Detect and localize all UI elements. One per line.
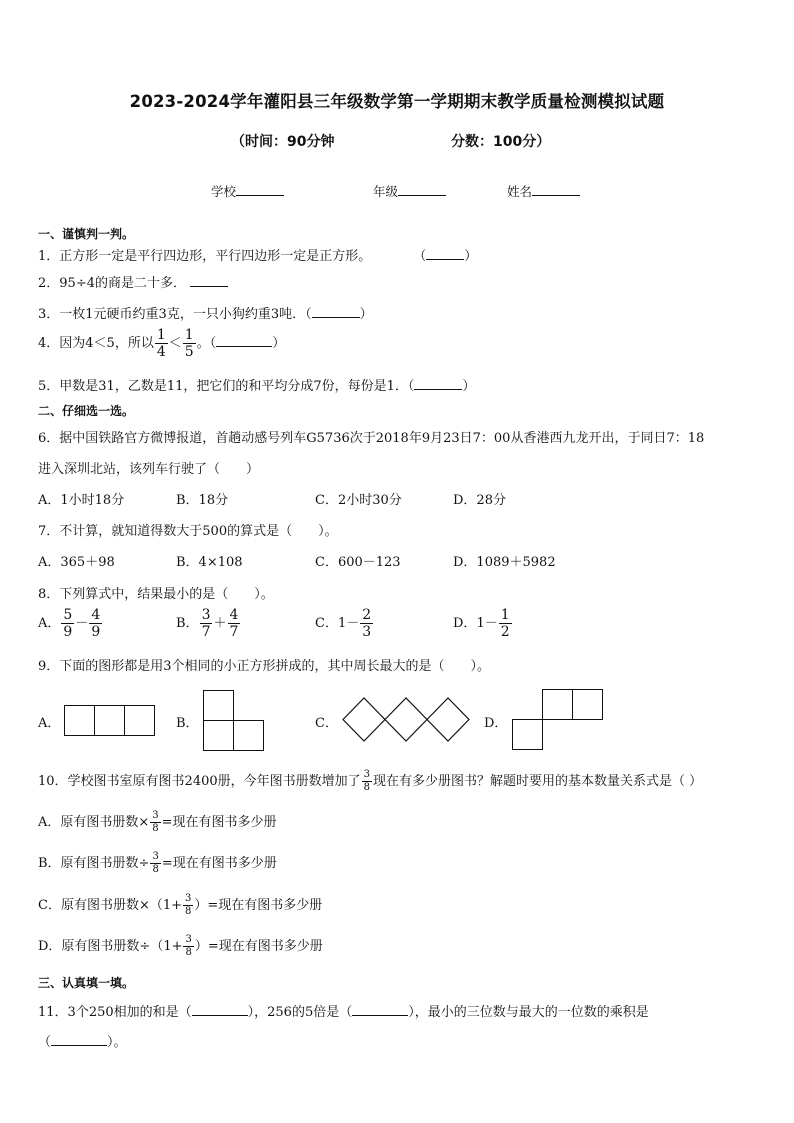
name-blank[interactable] [532,183,580,196]
question-11-line-1 [38,1001,649,1020]
school-field[interactable] [211,182,284,200]
grade-field[interactable] [373,182,446,200]
question-6-option-b[interactable]: B．18分 [176,493,229,508]
expression-prefix: 1－ [476,616,498,631]
question-4-text: 4．因为4＜5，所以 [38,336,154,351]
three-squares-row-figure[interactable] [64,705,156,737]
question-9-option-d-label[interactable]: D． [484,716,508,731]
question-9-option-b-label[interactable]: B． [176,716,199,731]
fraction: $\frac{3}{7}$ [201,607,211,640]
question-6-option-c[interactable]: C．2小时30分 [315,493,402,508]
question-11-text: ），最小的三位数与最大的一位数的乘积是 [408,1005,649,1020]
l-shape-figure[interactable] [203,690,265,752]
fraction: $\frac{4}{7}$ [229,607,239,640]
operator: ＋ [213,616,227,631]
question-10-option-b[interactable] [38,852,277,875]
question-5-answer-blank[interactable] [414,378,462,390]
grade-blank[interactable] [398,183,446,196]
question-10-text-end: 现在有多少册图书？解题时要用的基本数量关系式是（ ） [373,774,703,789]
question-11-text: 11．3个250相加的和是（ [38,1005,192,1020]
fraction: $\frac{3}{8}$ [363,769,371,793]
question-10-option-d[interactable] [38,935,323,958]
option-label: C． [315,616,338,631]
question-1-paren-open: （ [413,249,427,264]
exam-time: （时间：90分钟 [231,134,335,150]
name-label: 姓名 [507,184,533,199]
option-label: B． [176,616,199,631]
question-1-text: 1．正方形一定是平行四边形，平行四边形一定是正方形。 [38,249,372,264]
question-11-line-2 [38,1031,127,1050]
question-7-option-d[interactable]: D．1089＋5982 [453,555,556,570]
option-label: A． [38,616,61,631]
option-text-end: =现在有图书多少册 [161,856,277,871]
question-1-answer-blank[interactable] [426,248,464,260]
question-11-text: ），256的5倍是（ [247,1005,353,1020]
question-11-paren-close: ）。 [107,1035,127,1050]
school-blank[interactable] [236,183,284,196]
question-9-option-c-label[interactable]: C． [315,716,338,731]
staircase-figure[interactable] [512,689,604,751]
question-4-paren-open: 。（ [196,336,217,351]
question-10-option-c[interactable] [38,894,322,917]
fraction: $\frac{3}{8}$ [152,810,159,834]
option-text: A．原有图书册数× [38,815,150,830]
question-9: 9．下面的图形都是用3个相同的小正方形拼成的，其中周长最大的是（ ）。 [38,659,491,674]
question-7: 7．不计算，就知道得数大于500的算式是（ ）。 [38,524,338,539]
question-6-line-2: 进入深圳北站，该列车行驶了（ ） [38,462,260,477]
fraction: $\frac{1}{5}$ [184,327,194,360]
question-5-paren-close: ） [462,379,476,394]
question-4 [38,328,285,359]
question-11-blank-1[interactable] [192,1004,248,1016]
page-title: 2023-2024学年灌阳县三年级数学第一学期期末教学质量检测模拟试题 [129,92,665,111]
option-text: D．原有图书册数÷（1+ [38,939,183,954]
question-3-answer-blank[interactable] [312,306,360,318]
question-4-answer-blank[interactable] [216,335,272,347]
question-11-paren-open: （ [38,1035,52,1050]
fraction: $\frac{3}{8}$ [152,851,159,875]
question-7-option-a[interactable]: A．365＋98 [38,555,115,570]
question-2 [38,272,228,291]
school-label: 学校 [211,184,237,199]
name-field[interactable] [507,182,580,200]
grade-label: 年级 [373,184,399,199]
question-3 [38,303,373,322]
question-5-text: 5．甲数是31，乙数是11，把它们的和平均分成7份，每份是1．（ [38,379,415,394]
question-4-paren-close: ） [272,336,286,351]
less-than-sign: ＜ [168,336,182,351]
option-text-end: =现在有图书多少册 [161,815,277,830]
diamond-chain-figure[interactable] [342,697,474,743]
section-3-heading: 三、认真填一填。 [38,976,135,990]
question-6-line-1: 6．据中国铁路官方微博报道，首趟动感号列车G5736次于2018年9月23日7：00从香港西九龙开出，于同日7：18 [38,431,705,446]
question-7-option-b[interactable]: B．4×108 [176,555,243,570]
question-6-option-a[interactable]: A．1小时18分 [38,493,125,508]
option-label: D． [453,616,477,631]
question-1 [38,245,477,264]
question-7-option-c[interactable]: C．600－123 [315,555,401,570]
question-1-paren-close: ） [464,249,478,264]
option-text-end: ）=现在有图书多少册 [194,898,323,913]
question-10-option-a[interactable] [38,811,277,834]
section-1-heading: 一、谨慎判一判。 [38,227,135,241]
question-6-option-d[interactable]: D．28分 [453,493,506,508]
fraction: $\frac{2}{3}$ [362,607,372,640]
question-2-answer-blank[interactable] [190,275,228,287]
question-8: 8．下列算式中，结果最小的是（ ）。 [38,587,274,602]
fraction: $\frac{4}{9}$ [91,607,101,640]
option-text-end: ）=现在有图书多少册 [194,939,323,954]
option-text: B．原有图书册数÷ [38,856,150,871]
question-2-text: 2．95÷4的商是二十多． [38,276,186,291]
question-8-option-d[interactable] [453,608,513,639]
question-10 [38,770,702,793]
question-3-paren-close: ） [359,307,373,322]
question-3-text: 3．一枚1元硬币约重3克，一只小狗约重3吨．（ [38,307,312,322]
question-8-option-b[interactable] [176,608,241,639]
option-text: C．原有图书册数×（1+ [38,898,183,913]
section-2-heading: 二、仔细选一选。 [38,404,135,418]
fraction: $\frac{1}{4}$ [156,327,166,360]
exam-score: 分数：100分） [451,134,551,150]
operator: － [75,616,89,631]
question-9-option-a-label[interactable]: A． [38,716,61,731]
question-11-blank-3[interactable] [51,1034,107,1046]
question-11-blank-2[interactable] [352,1004,408,1016]
expression-prefix: 1－ [337,616,360,631]
question-8-option-c[interactable] [315,608,374,639]
fraction: $\frac{5}{9}$ [63,607,73,640]
question-10-text: 10．学校图书室原有图书2400册，今年图书册数增加了 [38,774,361,789]
fraction: $\frac{3}{8}$ [185,893,192,917]
question-8-option-a[interactable] [38,608,103,639]
question-5 [38,375,475,394]
fraction: $\frac{3}{8}$ [185,934,192,958]
fraction: $\frac{1}{2}$ [500,607,510,640]
